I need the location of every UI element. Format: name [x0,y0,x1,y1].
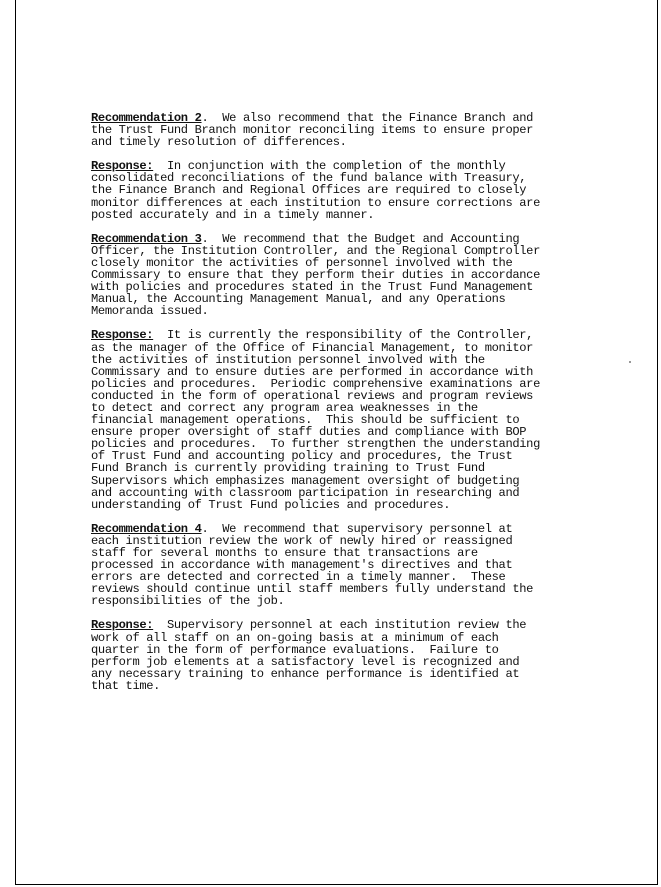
paragraph-line: closely monitor the activities of personnel involved with the [91,255,513,270]
paragraph-line: ensure proper oversight of staff duties and compliance with BOP [91,425,527,440]
paragraph-line: consolidated reconciliations of the fund balance with Treasury, [91,171,527,186]
paragraph-line: Commissary to ensure that they perform their duties in accordance [91,268,540,283]
paragraph-line: Supervisory personnel at each institution review the [153,618,527,633]
paragraph-line: that time. [91,678,161,693]
paragraph-line: perform job elements at a satisfactory level is recognized and [91,654,520,669]
paragraph-line: financial management operations. This should be sufficient to [91,413,520,428]
paragraph-line: policies and procedures. To further strengthen the understanding [91,437,540,452]
paragraph-line: and timely resolution of differences. [91,135,347,150]
paragraph-line: errors are detected and corrected in a timely manner. These [91,570,506,585]
paragraph-line: conducted in the form of operational reviews and program reviews [91,388,534,403]
paragraph-line: Fund Branch is currently providing training to Trust Fund [91,461,485,476]
paragraph-line: Memoranda issued. [91,304,209,319]
paragraph-line: as the manager of the Office of Financial Management, to monitor [91,340,534,355]
paragraph-label: Recommendation 3 [91,231,202,246]
paragraph-line: monitor differences at each institution to ensure corrections are [91,195,540,210]
paragraph-label: Response: [91,328,154,343]
paragraph-line: responsibilities of the job. [91,594,285,609]
paragraph-line: reviews should continue until staff members fully understand the [91,582,534,597]
document-body [91,112,581,704]
paragraph-label: Recommendation 2 [91,111,202,125]
paragraph-line: quarter in the form of performance evaluations. Failure to [91,642,499,657]
paragraph-line: It is currently the responsibility of the Controller, [153,328,534,343]
paragraph-line: Manual, the Accounting Management Manual, and any Operations [91,292,506,307]
paragraph-line: . We also recommend that the Finance Branch and [201,111,534,125]
recommendation-3 [91,233,581,318]
response-3 [91,329,581,510]
paragraph-line: with policies and procedures stated in the Trust Fund Management [91,280,534,295]
paragraph-line: each institution review the work of newly hired or reassigned [91,533,513,548]
paragraph-label: Recommendation 4 [91,521,202,536]
paragraph-line: posted accurately and in a timely manner. [91,207,375,222]
document-page [15,0,658,885]
recommendation-2 [91,112,581,148]
scan-speck [629,361,631,363]
paragraph-line: processed in accordance with management's directives and that [91,558,513,573]
paragraph-line: to detect and correct any program area weaknesses in the [91,400,478,415]
paragraph-line: Supervisors which emphasizes management oversight of budgeting [91,473,520,488]
paragraph-line: Commissary and to ensure duties are performed in accordance with [91,364,534,379]
paragraph-line: any necessary training to enhance performance is identified at [91,666,520,681]
paragraph-line: of Trust Fund and accounting policy and procedures, the Trust [91,449,513,464]
paragraph-line: work of all staff on an on-going basis at a minimum of each [91,630,499,645]
response-4 [91,619,581,692]
paragraph-label: Response: [91,159,154,174]
paragraph-line: . We recommend that the Budget and Accounting [201,231,520,246]
paragraph-line: the Trust Fund Branch monitor reconciling items to ensure proper [91,123,534,138]
recommendation-4 [91,523,581,608]
paragraph-line: the Finance Branch and Regional Offices are required to closely [91,183,527,198]
paragraph-line: the activities of institution personnel involved with the [91,352,485,367]
paragraph-line: understanding of Trust Fund policies and procedures. [91,497,451,512]
response-2 [91,160,581,220]
paragraph-line: staff for several months to ensure that transactions are [91,546,478,560]
paragraph-line: . We recommend that supervisory personnel at [201,521,513,536]
paragraph-line: In conjunction with the completion of the monthly [153,159,506,174]
paragraph-line: Officer, the Institution Controller, and the Regional Comptroller [91,243,540,258]
paragraph-line: and accounting with classroom participation in researching and [91,485,520,500]
paragraph-line: policies and procedures. Periodic comprehensive examinations are [91,376,540,391]
paragraph-label: Response: [91,618,154,633]
